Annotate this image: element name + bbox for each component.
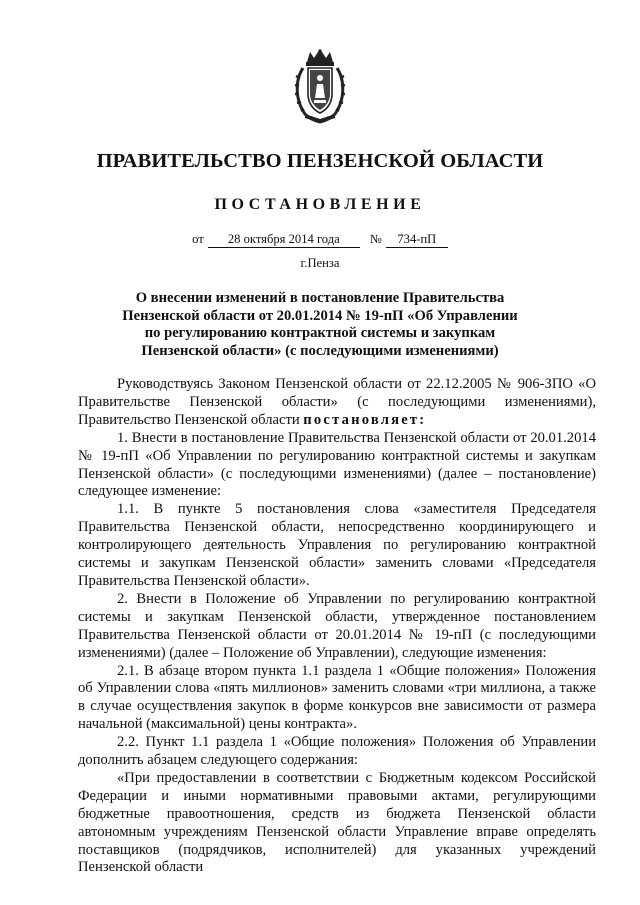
body-paragraph: 2.1. В абзаце втором пункта 1.1 раздела 1 «Общие положения» Положения об Управлении слова «пять миллионов» заменить словами «три миллиона, а также в случае осуществления закупок в форме конкурсов вне зависимости от размера начальной (максимальной) цены контракта». [78, 662, 596, 733]
body-paragraph: «При предоставлении в соответствии с Бюджетным кодексом Российской Федерации и иными нормативными правовыми актами, регулирующими бюджетные правоотношения, средств из бюджета Пензенской области автономным учреждениям Пензенской области Управление вправе определять поставщиков (подрядчиков, исполнителей) для указанных учреждений Пензенской области [78, 769, 596, 876]
date-prefix: от [192, 232, 204, 246]
document-date: 28 октября 2014 года [208, 232, 360, 248]
city: г.Пенза [300, 256, 340, 270]
preamble-paragraph [78, 376, 596, 430]
subject-line: Пензенской области» (с последующими изменениями) [141, 342, 499, 359]
body-paragraph: 2. Внести в Положение об Управлении по регулированию контрактной системы и закупкам Пензенской области, утвержденное постановлением Правительства Пензенской области от 20.01.2014 № 19-пП (с последующими изменениями) (далее – Положение об Управлении), следующие изменения: [78, 590, 596, 661]
subject-line: О внесении изменений в постановление Правительства [135, 290, 505, 306]
document-subject [90, 290, 550, 360]
penza-coat-of-arms-icon [293, 48, 347, 124]
body-paragraph: 2.2. Пункт 1.1 раздела 1 «Общие положения» Положения об Управлении дополнить абзацем следующего содержания: [78, 734, 596, 769]
date-number-line [0, 232, 640, 248]
body-paragraph: 1. Внести в постановление Правительства Пензенской области от 20.01.2014 № 19-пП «Об Управлении по регулированию контрактной системы и закупкам Пензенской области» (с последующими изменениями) (далее – постановление) следующее изменение: [78, 429, 596, 500]
number-sign: № [369, 232, 382, 246]
subject-line: по регулированию контрактной системы и закупкам [144, 325, 496, 341]
subject-line: Пензенской области от 20.01.2014 № 19-пП «Об Управлении [122, 307, 518, 324]
document-number: 734-пП [386, 232, 448, 248]
document-body [78, 376, 596, 877]
government-title: ПРАВИТЕЛЬСТВО ПЕНЗЕНСКОЙ ОБЛАСТИ [96, 150, 544, 172]
preamble-text: Руководствуясь Законом Пензенской области от 22.12.2005 № 906-ЗПО «О Правительстве Пензенской области» (с последующими изменениями), Правительство Пензенской области [78, 376, 596, 428]
body-paragraph: 1.1. В пункте 5 постановления слова «заместителя Председателя Правительства Пензенской области, непосредственно координирующего и контролирующего деятельность Управления по регулированию контрактной системы и закупкам Пензенской области» заменить словами «Председателя Правительства Пензенской области». [78, 501, 596, 589]
document-type: ПОСТАНОВЛЕНИЕ [214, 196, 426, 213]
preamble-emphasis: постановляет: [303, 411, 427, 428]
